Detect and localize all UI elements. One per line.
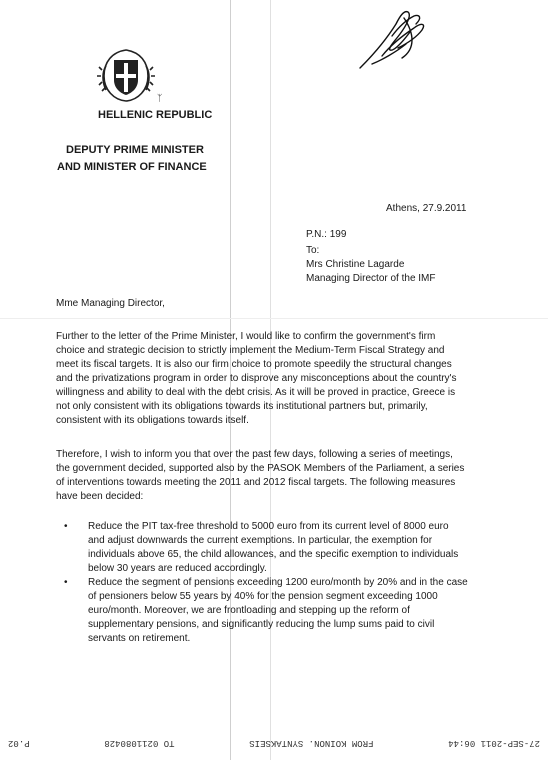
measure-line: of pensioners below 55 years by 40% for the pension segment exceeding 1000 [88,591,438,602]
paragraph-line: Further to the letter of the Prime Minister, I would like to confirm the government's firm [56,331,436,342]
body-paragraph-2 [56,448,496,504]
paragraph-line: Therefore, I wish to inform you that over the past few days, following a series of meetings, [56,449,453,460]
fax-recipient: TO 0211080428 [104,738,175,748]
measure-line: individuals above 65, the child allowances, and the specific exemption to individuals [88,549,459,560]
measure-item [64,576,504,646]
measures-list [64,520,504,646]
reference-number: P.N.: 199 [306,229,347,240]
to-label: To: [306,245,320,256]
measure-line: Reduce the segment of pensions exceeding 1200 euro/month by 20% and in the case [88,577,468,588]
paragraph-line: not only consistent with its obligations towards its institutional partners but, primarily, [56,401,428,412]
fax-sender: FROM KOINON. SYNTAKSEIS [249,738,374,748]
measure-line: and adjust downwards the current exemptions. In particular, the exemption for [88,535,433,546]
paragraph-line: the government decided, supported also by the PASOK Members of the Parliament, a series [56,463,465,474]
body-paragraph-1 [56,330,496,428]
handwritten-mark: ᛉ [157,93,163,103]
paragraph-line: and the privatizations program in order to disprove any misconceptions about the country's [56,373,457,384]
paragraph-line: meet its fiscal targets. It is also our firm choice to promote speedily the structural changes [56,359,452,370]
bullet-marker: • [64,521,68,532]
bullet-marker: • [64,577,68,588]
fax-timestamp: 27-SEP-2011 06:44 [448,738,540,748]
handwritten-signature [352,6,430,74]
photocopy-fold-line [0,318,548,319]
measure-line: Reduce the PIT tax-free threshold to 5000 euro from its current level of 8000 euro [88,521,449,532]
paragraph-line: choice and strategic decision to strictly implement the Medium-Term Fiscal Strategy and [56,345,445,356]
measure-line: below 30 years are reduced accordingly. [88,563,267,574]
paragraph-line: consistent with its obligations towards itself. [56,415,249,426]
fax-page-number: P.02 [8,738,30,748]
measure-line: euro/month. Moreover, we are frontloading and stepping up the reform of [88,605,410,616]
measure-line: supplementary pensions, and significantly reducing the lump sums paid to civil [88,619,435,630]
paragraph-line: willingness and ability to deal with the debt crisis. As it will be proved in practice, Greece is [56,387,456,398]
recipient-title: Managing Director of the IMF [306,273,436,284]
recipient-name: Mrs Christine Lagarde [306,259,405,270]
letterhead-office-line1: DEPUTY PRIME MINISTER [66,144,204,156]
fax-transmission-header [0,736,548,756]
paragraph-line: of interventions towards meeting the 2011 and 2012 fiscal targets. The following measures [56,477,456,488]
measure-line: servants on retirement. [88,633,191,644]
salutation: Mme Managing Director, [56,298,165,309]
date-line: Athens, 27.9.2011 [386,203,467,214]
coat-of-arms-emblem [96,46,156,104]
letterhead-country: HELLENIC REPUBLIC [98,109,213,121]
paragraph-line: have been decided: [56,491,144,502]
letterhead-office-line2: AND MINISTER OF FINANCE [57,161,207,173]
measure-item [64,520,504,576]
